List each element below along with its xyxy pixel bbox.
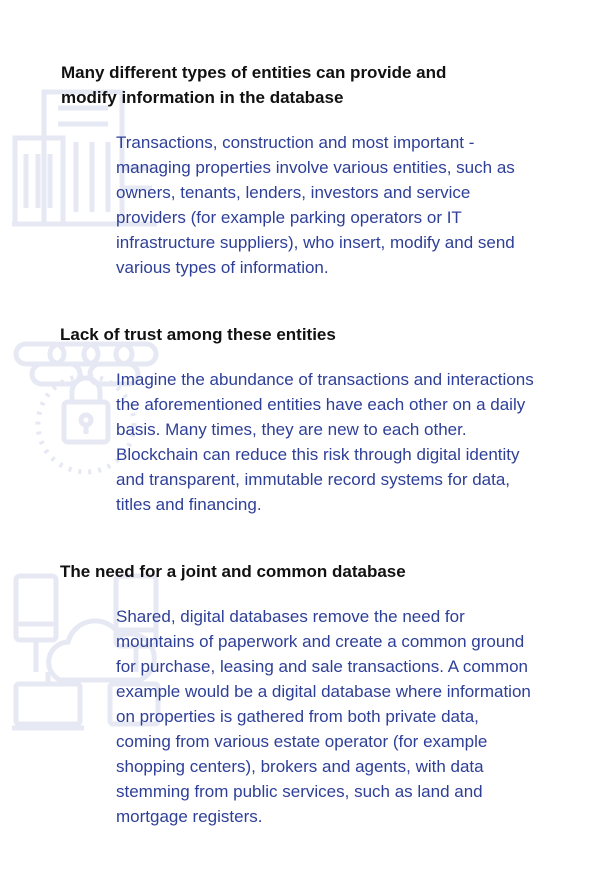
section-heading: Many different types of entities can provide and modify information in the database	[61, 63, 447, 107]
section-body: Transactions, construction and most important - managing properties involve various entities, such as owners, tenants, lenders, investors and service providers (for example parking operators or IT infrastructure suppliers), who insert, modify and send various types of information.	[116, 133, 515, 277]
section-body: Imagine the abundance of transactions and interactions the aforementioned entities have each other on a daily basis. Many times, they are new to each other. Blockchain can reduce this risk through digital identity and transparent, immutable record systems for data, titles and financing.	[116, 370, 534, 514]
section-heading: The need for a joint and common database	[60, 562, 406, 581]
section-body: Shared, digital databases remove the need for mountains of paperwork and create a common ground for purchase, leasing and sale transactions. A common example would be a digital database where information on properties is gathered from both private data, coming from various estate operator (for example shopping centers), brokers and agents, with data stemming from public services, such as land and mortgage registers.	[116, 607, 531, 826]
section-heading: Lack of trust among these entities	[60, 325, 336, 344]
